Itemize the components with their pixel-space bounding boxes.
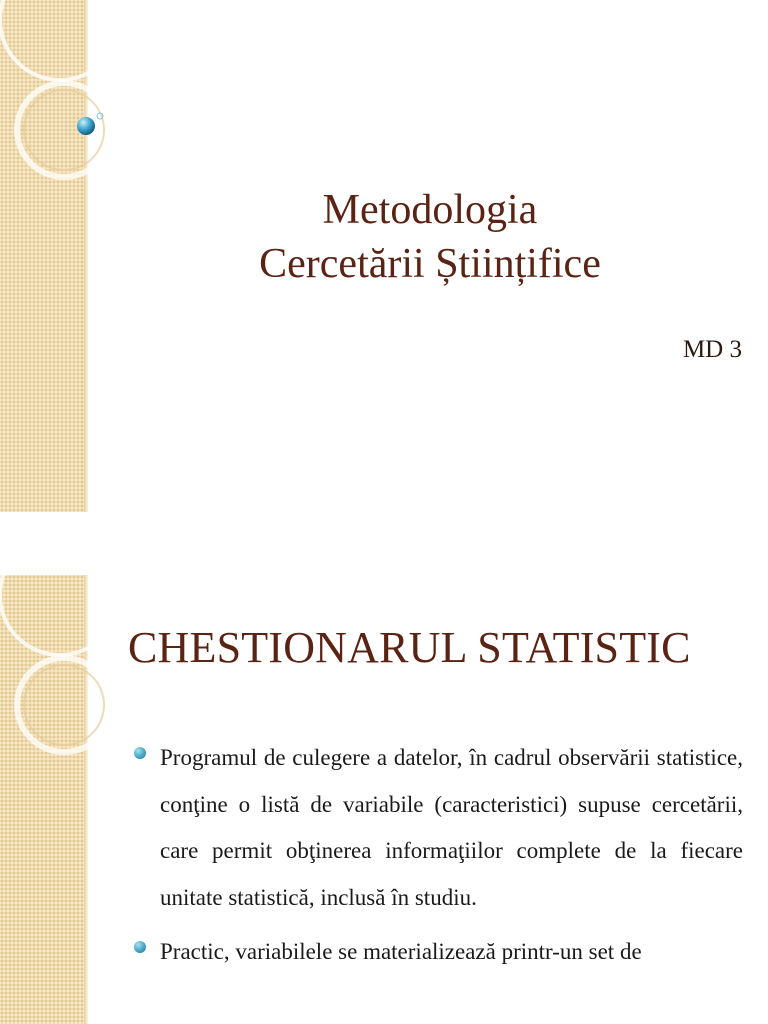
blue-orb-icon: [77, 117, 95, 135]
slide-subtitle: MD 3: [682, 336, 742, 363]
bullet-list: [134, 735, 743, 984]
bullet-icon: [134, 941, 146, 953]
slide-title: [130, 183, 730, 291]
list-item: [134, 929, 743, 976]
slide-heading: CHESTIONARUL STATISTIC: [128, 623, 691, 672]
content-slide: [0, 575, 768, 1024]
list-item: [134, 735, 743, 921]
decorative-arcs-icon: [0, 575, 140, 775]
title-line-1: Metodologia: [322, 187, 538, 233]
title-line-2: Cercetării Științifice: [259, 241, 601, 287]
bullet-text: Practic, variabilele se materializează printr-un set de: [160, 939, 642, 964]
bullet-text: Programul de culegere a datelor, în cadrul observării statistice, conţine o listă de variabile (caracteristici) supuse cercetării, care permit obţinerea informaţiilor complete de la fiecare unitate statistică, inclusă în studiu.: [160, 745, 743, 910]
decorative-arcs-icon: [0, 0, 140, 200]
bullet-icon: [134, 747, 146, 759]
